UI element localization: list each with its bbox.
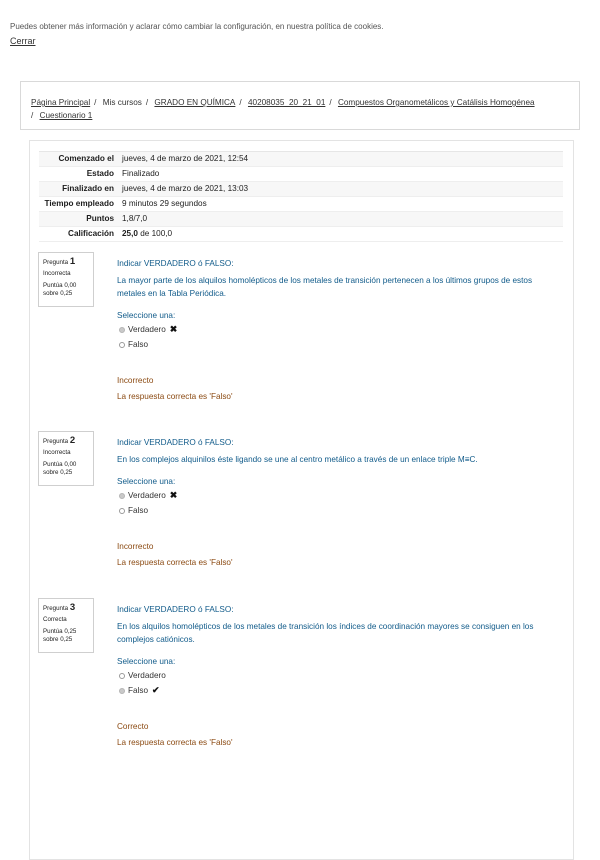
- summary-value: Finalizado: [122, 169, 160, 178]
- summary-row-points: [39, 212, 563, 227]
- breadcrumb-home-link[interactable]: Página Principal: [31, 98, 91, 107]
- question-number-value: 2: [69, 435, 76, 446]
- question-number: [43, 435, 89, 446]
- select-label: Seleccione una:: [117, 477, 176, 486]
- summary-value: jueves, 4 de marzo de 2021, 12:54: [122, 154, 249, 163]
- summary-row-time: [39, 197, 563, 212]
- breadcrumb-container: [20, 81, 580, 130]
- option-label: Verdadero: [128, 491, 166, 500]
- feedback-status: Incorrecto: [117, 542, 154, 551]
- summary-key: Finalizado en: [62, 184, 114, 193]
- correct-answer-text: La respuesta correcta es 'Falso': [117, 738, 233, 747]
- option-label: Verdadero: [128, 325, 166, 334]
- summary-row-started: [39, 152, 563, 167]
- question-content: [117, 437, 547, 567]
- radio-button[interactable]: [119, 688, 125, 694]
- correct-answer-text: La respuesta correcta es 'Falso': [117, 558, 233, 567]
- question-points: Puntúa 0,00 sobre 0,25: [43, 282, 77, 297]
- question-label: Pregunta: [43, 259, 69, 266]
- breadcrumb-degree-link[interactable]: GRADO EN QUÍMICA: [154, 98, 236, 107]
- question-content: [117, 604, 547, 747]
- option-label: Falso: [128, 506, 149, 515]
- summary-value: jueves, 4 de marzo de 2021, 13:03: [122, 184, 249, 193]
- select-label: Seleccione una:: [117, 657, 176, 666]
- option-false[interactable]: [119, 337, 547, 352]
- summary-key: Puntos: [86, 214, 114, 223]
- option-false[interactable]: [119, 503, 547, 518]
- question-content: [117, 258, 547, 401]
- radio-button[interactable]: [119, 673, 125, 679]
- option-label: Verdadero: [128, 671, 166, 680]
- radio-button[interactable]: [119, 493, 125, 499]
- question-prompt: Indicar VERDADERO ó FALSO:: [117, 438, 234, 447]
- option-true[interactable]: [119, 668, 547, 683]
- summary-value: 1,8/7,0: [122, 214, 148, 223]
- question-info-box: [38, 252, 94, 307]
- grade-value: 25,0: [122, 229, 138, 238]
- correct-answer-text: La respuesta correcta es 'Falso': [117, 392, 233, 401]
- breadcrumb-course-link[interactable]: Compuestos Organometálicos y Catálisis Homogénea: [337, 98, 535, 107]
- question-prompt: Indicar VERDADERO ó FALSO:: [117, 259, 234, 268]
- option-true[interactable]: [119, 322, 547, 337]
- question-number-value: 1: [69, 256, 76, 267]
- incorrect-icon: ✖: [169, 324, 178, 334]
- question-points: Puntúa 0,00 sobre 0,25: [43, 461, 77, 476]
- cookie-notice-text: Puedes obtener más información y aclarar cómo cambiar la configuración, en nuestra política de cookies.: [10, 22, 384, 31]
- attempt-summary-table: [39, 151, 563, 242]
- summary-row-state: [39, 167, 563, 182]
- breadcrumb-course-code-link[interactable]: 40208035_20_21_01: [247, 98, 326, 107]
- question-text: En los complejos alquinilos éste ligando se une al centro metálico a través de un enlace triple M≡C.: [117, 455, 478, 464]
- radio-button[interactable]: [119, 327, 125, 333]
- summary-value: [122, 228, 563, 239]
- question-label: Pregunta: [43, 438, 69, 445]
- option-true[interactable]: [119, 488, 547, 503]
- select-label: Seleccione una:: [117, 311, 176, 320]
- summary-key: Calificación: [68, 229, 114, 238]
- question-state: Incorrecta: [43, 270, 71, 277]
- question-info-box: [38, 431, 94, 486]
- summary-key: Estado: [86, 169, 114, 178]
- incorrect-icon: ✖: [169, 490, 178, 500]
- option-label: Falso: [128, 686, 149, 695]
- breadcrumb-my-courses: Mis cursos: [102, 98, 142, 107]
- question-info-box: [38, 598, 94, 653]
- feedback-status: Incorrecto: [117, 376, 154, 385]
- breadcrumb: Página Principal / Mis cursos / GRADO EN QUÍMICA / 40208035_20_21_01 / Compuestos Organometálicos y Catálisis Homogénea / Cuestionario 1: [31, 98, 535, 120]
- question-state: Incorrecta: [43, 449, 71, 456]
- summary-key: Comenzado el: [58, 154, 114, 163]
- question-number: [43, 602, 89, 613]
- breadcrumb-quiz-link[interactable]: Cuestionario 1: [39, 111, 93, 120]
- correct-check-icon: ✔: [152, 685, 160, 695]
- question-number-value: 3: [69, 602, 76, 613]
- question-state: Correcta: [43, 616, 67, 623]
- summary-row-grade: [39, 227, 563, 242]
- summary-value: 9 minutos 29 segundos: [122, 199, 207, 208]
- question-points: Puntúa 0,25 sobre 0,25: [43, 628, 77, 643]
- question-prompt: Indicar VERDADERO ó FALSO:: [117, 605, 234, 614]
- summary-row-finished: [39, 182, 563, 197]
- question-text: En los alquilos homolépticos de los metales de transición los índices de coordinación mayores se consiguen en los complejos catiónicos.: [117, 622, 534, 644]
- question-text: La mayor parte de los alquilos homolépticos de los metales de transición pertenecen a los últimos grupos de estos metales en la Tabla Periódica.: [117, 276, 533, 298]
- option-label: Falso: [128, 340, 149, 349]
- option-false[interactable]: [119, 683, 547, 698]
- question-number: [43, 256, 89, 267]
- grade-total: de 100,0: [137, 229, 173, 238]
- radio-button[interactable]: [119, 342, 125, 348]
- question-label: Pregunta: [43, 605, 69, 612]
- feedback-status: Correcto: [117, 722, 149, 731]
- summary-key: Tiempo empleado: [44, 199, 114, 208]
- close-link[interactable]: Cerrar: [10, 36, 36, 46]
- radio-button[interactable]: [119, 508, 125, 514]
